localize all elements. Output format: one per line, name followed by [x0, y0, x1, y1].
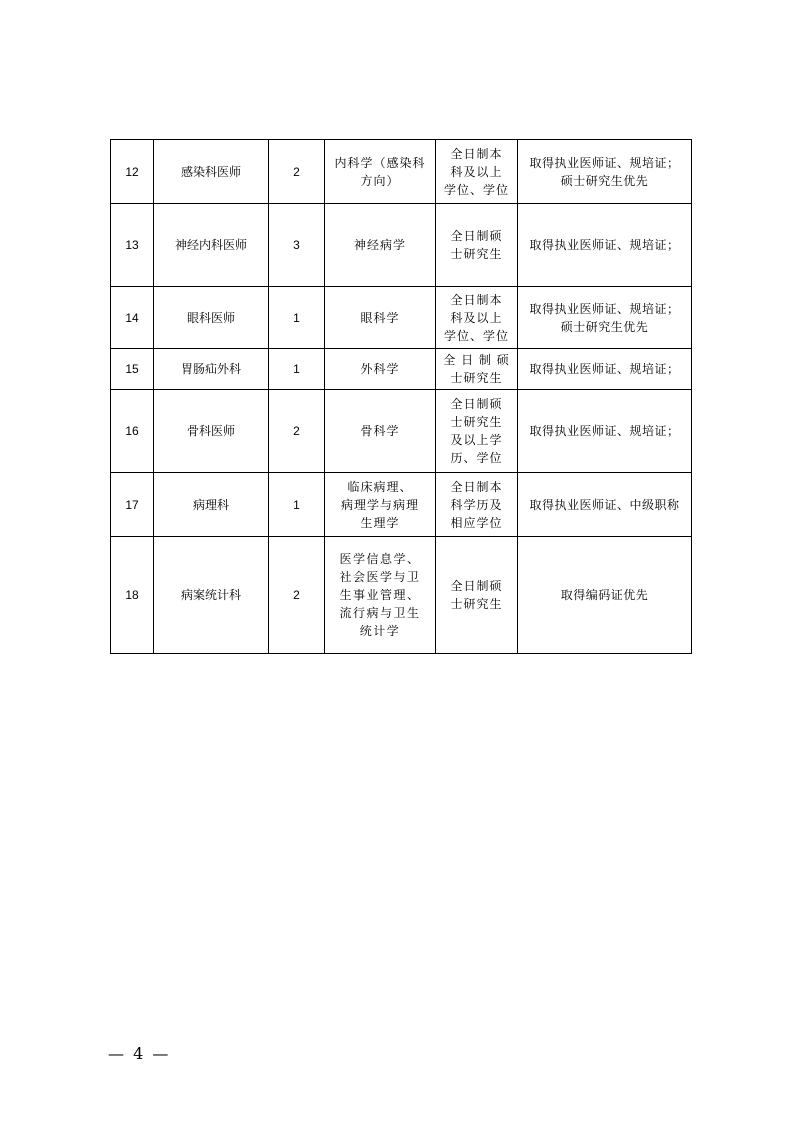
- other-requirements: 取得执业医师证、中级职称: [518, 473, 692, 537]
- position-name: 病理科: [154, 473, 269, 537]
- major-requirement: 内科学（感染科 方向）: [325, 140, 436, 204]
- major-requirement: 医学信息学、 社会医学与卫 生事业管理、 流行病与卫生 统计学: [325, 537, 436, 654]
- row-number: 16: [111, 390, 154, 473]
- other-requirements: 取得编码证优先: [518, 537, 692, 654]
- position-name: 病案统计科: [154, 537, 269, 654]
- position-name: 骨科医师: [154, 390, 269, 473]
- row-number: 14: [111, 287, 154, 349]
- position-name: 眼科医师: [154, 287, 269, 349]
- other-requirements: 取得执业医师证、规培证； 硕士研究生优先: [518, 140, 692, 204]
- headcount: 2: [269, 140, 325, 204]
- recruitment-table: [110, 139, 692, 654]
- row-number: 15: [111, 349, 154, 390]
- table-row: [111, 349, 692, 390]
- major-requirement: 骨科学: [325, 390, 436, 473]
- headcount: 2: [269, 537, 325, 654]
- row-number: 12: [111, 140, 154, 204]
- position-name: 感染科医师: [154, 140, 269, 204]
- table-row: [111, 473, 692, 537]
- other-requirements: 取得执业医师证、规培证；: [518, 204, 692, 287]
- position-name: 胃肠疝外科: [154, 349, 269, 390]
- major-requirement: 眼科学: [325, 287, 436, 349]
- table-row: [111, 537, 692, 654]
- headcount: 1: [269, 349, 325, 390]
- table-row: [111, 204, 692, 287]
- table-row: [111, 390, 692, 473]
- education-requirement: 全日制本 科学历及 相应学位: [436, 473, 518, 537]
- education-requirement: 全日制本 科及以上 学位、学位: [436, 287, 518, 349]
- education-requirement: 全 日 制 硕 士研究生: [436, 349, 518, 390]
- headcount: 3: [269, 204, 325, 287]
- education-requirement: 全日制本 科及以上 学位、学位: [436, 140, 518, 204]
- row-number: 18: [111, 537, 154, 654]
- major-requirement: 神经病学: [325, 204, 436, 287]
- page-number: — 4 —: [108, 1044, 171, 1063]
- table-row: [111, 140, 692, 204]
- other-requirements: 取得执业医师证、规培证；: [518, 390, 692, 473]
- headcount: 2: [269, 390, 325, 473]
- row-number: 13: [111, 204, 154, 287]
- education-requirement: 全日制硕 士研究生: [436, 537, 518, 654]
- row-number: 17: [111, 473, 154, 537]
- education-requirement: 全日制硕 士研究生: [436, 204, 518, 287]
- headcount: 1: [269, 287, 325, 349]
- other-requirements: 取得执业医师证、规培证；: [518, 349, 692, 390]
- other-requirements: 取得执业医师证、规培证； 硕士研究生优先: [518, 287, 692, 349]
- headcount: 1: [269, 473, 325, 537]
- major-requirement: 外科学: [325, 349, 436, 390]
- major-requirement: 临床病理、 病理学与病理 生理学: [325, 473, 436, 537]
- education-requirement: 全日制硕 士研究生 及以上学 历、学位: [436, 390, 518, 473]
- table-row: [111, 287, 692, 349]
- position-name: 神经内科医师: [154, 204, 269, 287]
